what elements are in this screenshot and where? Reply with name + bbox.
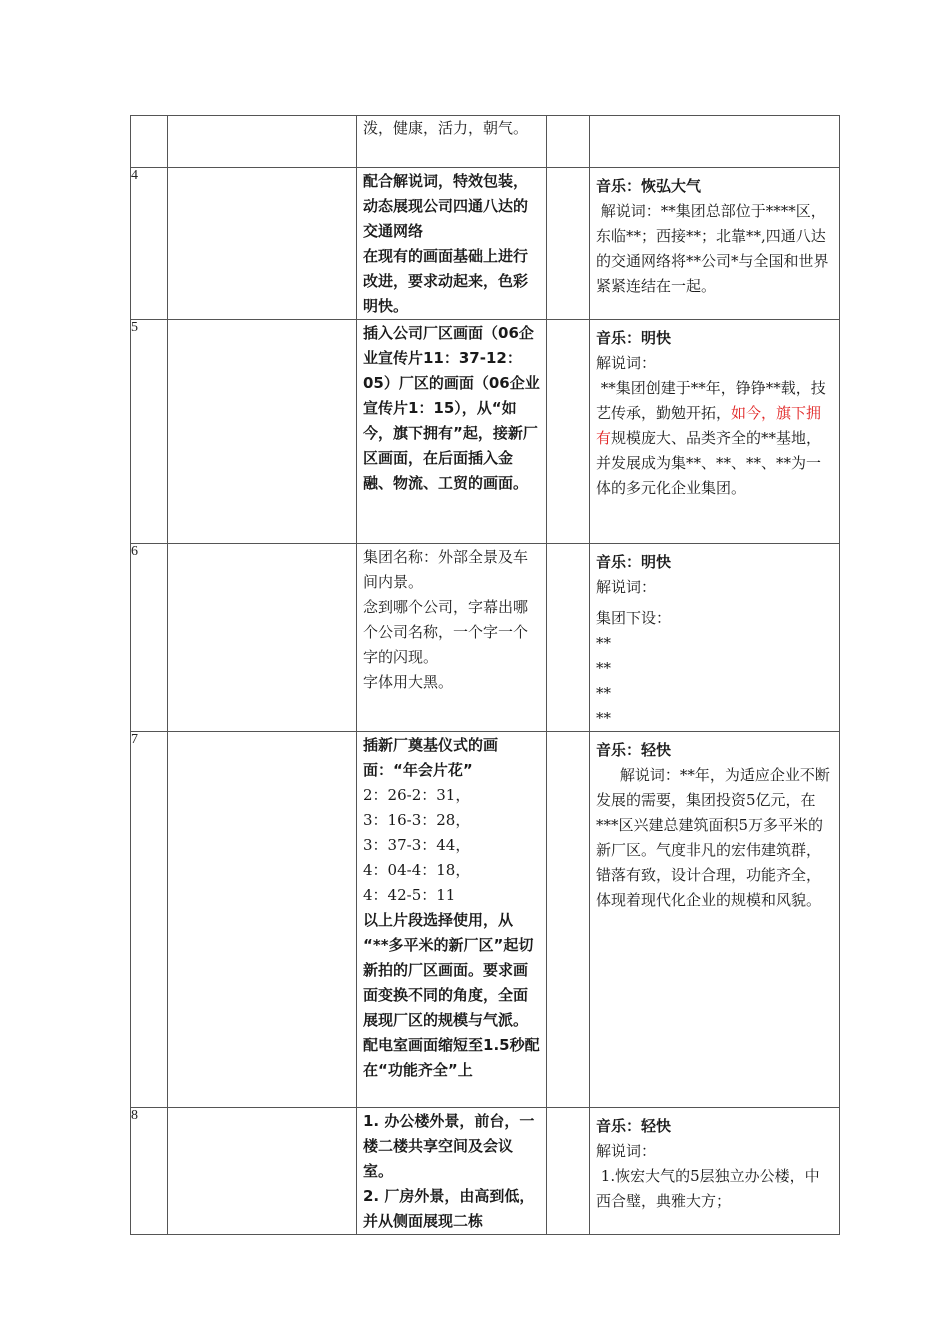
- empty-cell: [547, 732, 590, 1108]
- visual-paragraph: 配合解说词，特效包装，动态展现公司四通八达的交通网络: [363, 172, 529, 240]
- narration: [590, 320, 839, 501]
- scene-number: 4: [131, 168, 138, 183]
- scene-number-cell: [131, 320, 168, 544]
- scene-number: 7: [131, 732, 138, 747]
- scene-number-cell: [131, 544, 168, 732]
- scene-number-cell: [131, 732, 168, 1108]
- narration-paragraph: 解说词：: [596, 578, 657, 596]
- table-row: [131, 320, 840, 544]
- visual-description-cell: [357, 1108, 547, 1235]
- visual-paragraph: 集团名称：外部全景及车间内景。: [363, 548, 529, 591]
- scene-number: 6: [131, 544, 138, 559]
- empty-cell: [168, 116, 357, 168]
- empty-cell: [168, 320, 357, 544]
- empty-cell: [547, 168, 590, 320]
- storyboard-table: [130, 115, 840, 1235]
- visual-paragraph: 念到哪个公司，字幕出哪个公司名称，一个字一个字的闪现。: [363, 598, 529, 666]
- narration-cell: [590, 320, 840, 544]
- table-row: [131, 116, 840, 168]
- narration-cell: [590, 116, 840, 168]
- visual-description-cell: [357, 116, 547, 168]
- scene-number-cell: [131, 116, 168, 168]
- table-row: [131, 544, 840, 732]
- empty-cell: [547, 320, 590, 544]
- visual-description-cell: [357, 732, 547, 1108]
- table-row: [131, 1108, 840, 1235]
- visual-description: [357, 116, 546, 141]
- visual-paragraph: 2. 厂房外景，由高到低，并从侧面展现二栋: [363, 1187, 535, 1230]
- visual-description: [357, 320, 546, 496]
- visual-description-cell: [357, 320, 547, 544]
- narration: [590, 116, 839, 122]
- visual-paragraph: 3：16-3：28，: [363, 811, 471, 829]
- empty-cell: [168, 1108, 357, 1235]
- visual-paragraph: 字体用大黑。: [363, 673, 454, 691]
- narration-paragraph: 解说词：**集团总部位于****区，东临**；西接**；北靠**,四通八达的交通网络将**公司*与全国和世界紧紧连结在一起。: [596, 202, 829, 295]
- empty-cell: [547, 544, 590, 732]
- visual-paragraph: 4：04-4：18，: [363, 861, 471, 879]
- visual-paragraph: 3：37-3：44，: [363, 836, 471, 854]
- visual-paragraph: 在现有的画面基础上进行改进，要求动起来，色彩明快。: [363, 247, 529, 315]
- empty-cell: [168, 544, 357, 732]
- narration-paragraph: 音乐：恢弘大气: [596, 177, 702, 195]
- narration-paragraph: **: [596, 684, 611, 702]
- empty-cell: [168, 168, 357, 320]
- narration-paragraph: 解说词：**年，为适应企业不断发展的需要，集团投资5亿元，在***区兴建总建筑面积5万多平米的新厂区。气度非凡的宏伟建筑群，错落有致，设计合理，功能齐全，体现着现代化企业的规模和风貌。: [596, 766, 830, 909]
- visual-paragraph: 泼，健康，活力，朝气。: [363, 119, 529, 137]
- visual-description-cell: [357, 544, 547, 732]
- empty-cell: [547, 116, 590, 168]
- narration-paragraph: 音乐：轻快: [596, 1117, 672, 1135]
- visual-paragraph: 插入公司厂区画面（06企业宣传片11：37-12：05）厂区的画面（06企业宣传片1：15），从“如今，旗下拥有”起，接新厂区画面，在后面插入金融、物流、工贸的画面。: [363, 324, 540, 492]
- narration-paragraph: 音乐：明快: [596, 553, 672, 571]
- scene-number-cell: [131, 1108, 168, 1235]
- narration-cell: [590, 168, 840, 320]
- visual-paragraph: 插新厂奠基仪式的画面：“年会片花”: [363, 736, 499, 779]
- narration-paragraph: **: [596, 634, 611, 652]
- visual-description-cell: [357, 168, 547, 320]
- narration-paragraph: **: [596, 709, 611, 727]
- narration-paragraph: 音乐：轻快: [596, 741, 672, 759]
- empty-cell: [547, 1108, 590, 1235]
- table-row: [131, 732, 840, 1108]
- narration: [590, 544, 839, 731]
- visual-paragraph: 配电室画面缩短至1.5秒配在“功能齐全”上: [363, 1036, 540, 1079]
- scene-number-cell: [131, 168, 168, 320]
- scene-number: 8: [131, 1108, 138, 1123]
- visual-description: [357, 1108, 546, 1234]
- narration-paragraph: 音乐：明快: [596, 329, 672, 347]
- scene-number: 5: [131, 320, 138, 335]
- storyboard-table-body: [131, 116, 840, 1235]
- visual-paragraph: 4：42-5：11: [363, 886, 456, 904]
- table-row: [131, 168, 840, 320]
- narration: [590, 732, 839, 913]
- empty-cell: [168, 732, 357, 1108]
- narration-paragraph: 1.恢宏大气的5层独立办公楼，中西合璧，典雅大方；: [596, 1167, 820, 1210]
- visual-description: [357, 732, 546, 1083]
- narration-cell: [590, 732, 840, 1108]
- narration-paragraph: 解说词：: [596, 1142, 657, 1160]
- visual-paragraph: 以上片段选择使用，从 “**多平米的新厂区”起切新拍的厂区画面。要求画面变换不同的角度，全面展现厂区的规模与气派。: [363, 911, 534, 1029]
- visual-paragraph: 1. 办公楼外景，前台，一楼二楼共享空间及会议室。: [363, 1112, 535, 1180]
- visual-paragraph: 2：26-2：31，: [363, 786, 471, 804]
- narration-paragraph: 解说词：: [596, 354, 657, 372]
- narration-cell: [590, 1108, 840, 1235]
- narration: [590, 168, 839, 299]
- narration-paragraph: **: [596, 659, 611, 677]
- visual-description: [357, 544, 546, 695]
- narration-paragraph: [596, 376, 833, 501]
- visual-description: [357, 168, 546, 319]
- narration-cell: [590, 544, 840, 732]
- narration-text: **集团创建于**年，铮铮**载，技艺传承，勤勉开拓，: [596, 379, 826, 422]
- narration: [590, 1108, 839, 1214]
- narration-text: 规模庞大、品类齐全的**基地，并发展成为集**、**、**、**为一体的多元化企业集团。: [596, 429, 822, 497]
- narration-paragraph: 集团下设：: [596, 609, 672, 627]
- highlighted-text: 如今，旗下拥有: [596, 404, 822, 447]
